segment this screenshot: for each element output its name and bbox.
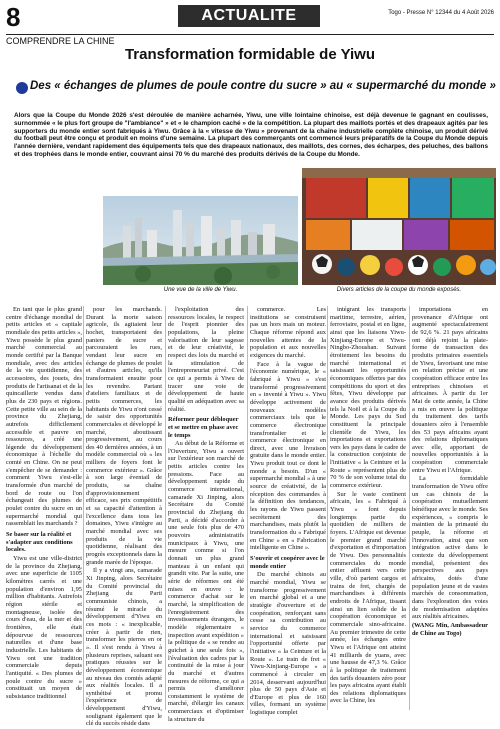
page-number: 8 bbox=[6, 2, 21, 32]
paragraph: Au début de la Réforme et l'Ouverture, Yiwu a ouvert sur l'extérieur son marché de petits articles contre les pressions. Face au développement rapide du commerce international, camarade Xi Jinping, alors Secrétaire du Comité provincial du Zhejiang du Parti, a décidé d'accorder à une seule fois plus de 470 pouvoirs administratifs municipaux à Yiwu, une mesure comme si l'on donnait un plus grand manteau à un enfant qui grandit vite. Par la suite, une série de réformes ont été mises en œuvre : le commerce d'achat sur le marché, la simplification de l'enregistrement des investissements étrangers, le modèle réglementaire « inspection avant expédition » la politique de « se rendre au guichet à une seule fois », l'évaluation des cadres par la continuité de la mise à jour du marché et d'autres mesures de réforme, ce qui a permis d'améliorer constamment le système de marché, d'élargir les canaux commerciaux et d'optimiser la structure du bbox=[168, 440, 244, 723]
article-headline: Transformation formidable de Yiwu bbox=[124, 46, 376, 63]
paragraph: La formidable transformation de Yiwu offre un cas chinois de la coopération mutuellement bénéfique avec le monde. Ses expériences, « compris le maintien de la primauté du peuple, la réforme et l'innovation, ainsi que son intégration active dans le contexte du développement mondial, présentent des perspectives aux pays africains, dotés d'une population jeune et de vastes marchés de consommation, dans l'exploration des voies de modernisation adaptées aux réalités africaines. bbox=[412, 475, 488, 621]
paragraph: Face à la vague de l'économie numérique, le « fabriqué à Yiwu » s'est transformé progressivement en « inventé à Yiwu ». Yiwu développe activement de nouveaux modèles commerciaux tels que le commerce électronique transfrontalier et le commerce électronique en direct, avec une livraison gratuite dans le monde entier. Yiwu produit tout ce dont le monde a besoin. D'un « supermarché mondial » à une source de créativité, de la réception des commandes à la définition des tendances, les rayons de Yiwu passent secrètement des marchandises, mais plutôt la transformation du « Fabriqué en Chine » en « Fabrication intelligente en Chine ». bbox=[250, 360, 326, 552]
column-divider bbox=[409, 306, 410, 710]
subheading: S'ouvrir et coopérer avec le monde entier bbox=[250, 555, 325, 570]
paragraph: Il y a vingt ans, camarade Xi Jinping, alors Secrétaire du Comité provincial du Zhejiang du Parti communiste chinois, a résumé le miracle du développement d'Yiwu en ces mots : « inexplicable, créer à partir de rien, transformer les pierres en or ». Il s'est rendu à Yiwu à plusieurs reprises, saluant ses pratiques réussies sur le développement économique au niveau des comtés adapté aux réalités locales. Il a synthétisé et promu l'expérience de développement d'Yiwu, soulignant également que le clé du succès réside dans bbox=[86, 567, 162, 728]
subheading: Réformer pour débloquer et se mettre en phase avec le temps bbox=[168, 416, 239, 439]
article-lead: Alors que la Coupe du Monde 2026 s'est déroulée de manière acharnée, Yiwu, une ville lointaine chinoise, est déjà devenue le gagnant en coulisses, surnommée « le plus fort groupe de "l'ambiance" » et « le champion caché » de la compétition. La plupart des maillots portés et des drapeaux agités par les supporters du monde entier sont fabriqués à Yiwu. Grâce à la « vitesse de Yiwu » provenant de la chaîne industrielle complète chinoise, un produit dérivé du football peut être conçu et produit en moins d'une semaine. La plupart des commerçants ont commencé leurs préparatifs de la Coupe du Monde depuis l'année dernière, vendant rapidement des équipements tels que des drapeaux nationaux, des maillots, des cornes, des écharpes, des peluches, des ballons et des trophées dans le monde entier, couvrant ainsi 70 % du marché des produits dérivés de la Coupe du Monde. bbox=[14, 112, 488, 158]
author-signature: (WANG Min, Ambassadeur de Chine au Togo) bbox=[412, 621, 488, 637]
paragraph: commerce. Les institutions se construisent pas un hors mais un moteur. Chaque réforme répond aux nouvelles attentes de la population et aux nouvelles exigences du marché. bbox=[250, 306, 326, 359]
section-banner: ACTUALITE bbox=[178, 5, 320, 27]
paragraph: importations en provenance d'Afrique ont augmenté spectaculairement de 92,6 %. 21 pays africains ont déjà rejoint la plate-forme de transaction des produits primaires essentiels de Yiwu, favorisant une mise en relation précise et une coopération efficace entre les entreprises chinoises et africaines. À partir du 1er Mai de cette année, la Chine a mis en œuvre la politique du traitement des tarifs douaniers zéro à l'ensemble des 53 pays africains ayant des relations diplomatiques avec elle, apportant de nouvelles opportunités à la coopération commerciale entre Yiwu et l'Afrique. bbox=[412, 306, 488, 474]
caption-worldcup-items: Divers articles de la coupe du monde exposés. bbox=[336, 287, 462, 293]
text-column-1 bbox=[6, 306, 82, 701]
paragraph: l'exploitation des ressources locales, le respect de l'esprit pionnier des populations, la pleine valorisation de leur sagesse et de leur créativité, le respect des lois du marché et la stimulation de l'entrepreneuriat privé. C'est ce qui a permis à Yiwu de tracer une voie de développement de haute qualité en adéquation avec sa réalité. bbox=[168, 306, 244, 413]
paragraph: pour les marchands. Durant la morte saison agricole, ils agitaient leur hochet, transportaient des paniers de sucre et parcouraient les rues, vendant leur sucre en échange de plumes de poulet et d'autres articles, qu'ils transformaient ensuite pour les revendre. Partant d'ateliers familiaux et de petits commerces, les habitants de Yiwu n'ont cessé de saisir des opportunités commerciales et développé le marché, aboutissant progressivement, au cours des 40 dernières années, à un modèle commercial où « les milliers de foyers font le commerce extérieur ». Grâce à son large éventail de produits, sa chaîne d'approvisionnement efficace, ses prix compétitifs et sa capacité d'attention à l'excellence dans tous les domaines, Yiwu s'intègre au marché mondial avec ses produits de la vie quotidienne, réalisant des progrès exceptionnels dans la grande marée de l'époque. bbox=[86, 306, 162, 566]
paragraph: Du marché chinois au marché mondial, Yiwu se transforme progressivement en marché global et a une stratégie d'ouverture et de coopération, renforçant sans cesse sa contribution au service du commerce international et saisissant l'opportunité offerte par l'initiative « la Ceinture et la Route ». Le train de fret « Yiwu-Xinjiang-Europe » a commencé à circuler en 2014, desservant aujourd'hui plus de 50 pays d'Asie et d'Europe et plus de 160 villes, formant un système logistique complet bbox=[250, 571, 326, 717]
column-divider bbox=[165, 306, 166, 710]
worldcup-merchandise-image bbox=[302, 168, 496, 285]
city-skyline-image bbox=[103, 196, 298, 285]
column-divider bbox=[247, 306, 248, 710]
article-deck: Des « échanges de plumes de poule contre du sucre » au « supermarché du monde » bbox=[30, 80, 496, 92]
paragraph: Sur le vaste continent africain, les « Fabriqué à Yiwu » font depuis longtemps partie du quotidien de milliers de foyers. L'Afrique est devenue le premier grand marché d'exportation et d'importation de Yiwu. Des personnalités commerciales du monde entier affluent vers cette ville, d'où partent cargos et trains de fret, chargés de marchandises à différents endroits de l'Afrique, tissant ainsi un lien solide de la coopération économique et commerciale sino-africaine. Au premier trimestre de cette année, les échanges entre Yiwu et l'Afrique ont atteint 41 milliards de yuans, avec une hausse de 47,3 %. Grâce à la politique de traitement des tarifs douaniers zéro pour les pays africains ayant établi des relations diplomatiques avec la Chine, les bbox=[330, 490, 406, 705]
text-column-3 bbox=[168, 306, 244, 724]
subheading: Se baser sur la réalité et s'adapter aux conditions locales. bbox=[6, 531, 73, 554]
caption-city-view: Une vue de la ville de Yiwu. bbox=[163, 287, 238, 293]
text-column-5 bbox=[330, 306, 406, 706]
paragraph: intégrant les transports maritime, terrestre, aérien, ferroviaire, postal et en ligne, ainsi que les liaisons Yiwu-Xinjiang-Europe et Yiwu-Ningbo-Zhoushan. Suivant étroitement les besoins du marché international et saisissant les opportunités économiques offertes par des compétitions du sport et des fêtes, Yiwu développe par avance des produits dérivés tels la Noël et à la Coupe du Monde. Les pays du Sud constituent la principale clientèle de Yiwu, les importations et exportations vers les pays dans le cadre de la construction conjointe de l'initiative « la Ceinture et la Route » représentent plus de 70 % de son volume total du commerce extérieur. bbox=[330, 306, 406, 490]
photo-worldcup-items bbox=[302, 168, 496, 285]
paragraph: Yiwu est une ville-district de la province du Zhejiang, avec une superficie de 1105 kilomètres carrés et une population d'environ 1,95 million d'habitants. Autrefois région stérile et montagneuse, isolée des cours d'eau, de la mer et des frontières, elle était dépourvue de ressources naturelles et d'une base industrielle. Les habitants de Yiwu ont une tradition commerciale depuis l'antiquité. « Des plumes de poule contre du sucre » constituait un moyen de subsistance traditionnel bbox=[6, 555, 82, 700]
photo-city-view bbox=[103, 196, 298, 285]
header-rule bbox=[6, 34, 494, 35]
text-column-4 bbox=[250, 306, 326, 718]
article-kicker: COMPRENDRE LA CHINE bbox=[6, 36, 115, 46]
column-divider bbox=[83, 306, 84, 710]
text-column-6 bbox=[412, 306, 488, 638]
text-column-2 bbox=[86, 306, 162, 729]
paragraph: En tant que le plus grand centre d'échange mondial de petits articles et « capitale mondiale des petits articles », Yiwu possède le plus grand marché commercial au monde certifié par la Banque mondiale, avec des articles de la vie quotidienne, des accessoires, des jouets, des produits de l'artisanat et de la quincaillerie vendus dans plus de 230 pays et régions. Cette petite ville au sein de la province du Zhejiang, autrefois difficilement accessible et pauvre en ressources, a créé une légende du développement économique à l'échelle du comté en Chine. On ne peut s'empêcher de se demander : comment Yiwu s'est-elle transformée d'un marché de bord de route ou l'on échangeait des plumes de poulet contre du sucre en un supermarché mondial qui rassemblait les marchands ? bbox=[6, 306, 82, 528]
column-divider bbox=[327, 306, 328, 710]
bullet-icon bbox=[16, 82, 28, 94]
issue-info: Togo - Presse N° 12344 du 4 Août 2026 bbox=[388, 10, 494, 16]
